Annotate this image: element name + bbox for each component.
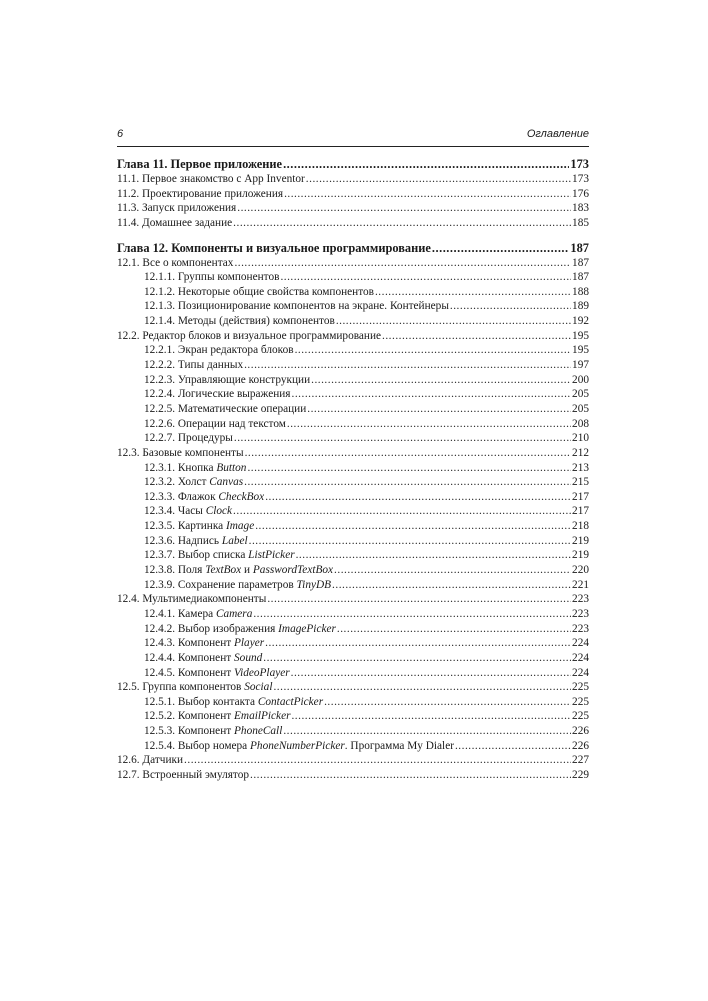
toc-entry: [117, 592, 589, 607]
toc-entry-title-part: 12.3.5. Картинка: [144, 520, 226, 533]
toc-entry-title-part: 11.1. Первое знакомство с App Inventor: [117, 173, 305, 185]
dot-leader: [311, 373, 571, 388]
toc-entry-title-italic-part: Camera: [215, 607, 253, 620]
toc-entry-title-part: 12.1. Все о компонентах: [117, 256, 234, 269]
toc-entry-page: 189: [572, 300, 589, 313]
toc-entry-title: [144, 490, 264, 505]
toc-entry: [117, 358, 589, 373]
toc-entry-title: [117, 446, 244, 461]
toc-entry-title-italic-part: ContactPicker: [257, 695, 324, 708]
toc-entry-page: 176: [572, 187, 589, 200]
toc-entry: [117, 285, 589, 300]
toc-entry-title-italic-part: PhoneNumberPicker: [250, 739, 345, 752]
toc-entry-page: 229: [572, 768, 589, 781]
toc-entry-page: 173: [572, 173, 589, 185]
dot-leader: [267, 592, 571, 607]
toc-entry-title-part: 12.4.5. Компонент: [144, 666, 235, 679]
toc-entry-title-part: 12.5.4. Выбор номера: [144, 739, 251, 752]
toc-entry: [117, 768, 589, 783]
toc-entry-title-italic-part: Label: [221, 534, 248, 547]
toc-entry-title-italic-part: CheckBox: [218, 490, 265, 503]
toc-entry-page: 213: [572, 461, 589, 474]
dot-leader: [265, 490, 571, 505]
toc-entry-page: 187: [570, 240, 589, 255]
toc-entry-title-part: 12.1.1. Группы компонентов: [144, 271, 280, 284]
toc-entry-title-part: 11.4. Домашнее задание: [117, 216, 233, 229]
toc-entry-title-italic-part: Clock: [205, 505, 233, 518]
dot-leader: [255, 519, 571, 534]
dot-leader: [336, 314, 571, 329]
toc-entry-title: [117, 329, 381, 344]
toc-entry: [117, 666, 589, 681]
toc-entry-page: 217: [572, 505, 589, 518]
toc-entry-title: [144, 709, 290, 724]
toc-entry-title: [144, 461, 246, 476]
toc-entry-title-part: 12.4.1. Камера: [144, 607, 216, 620]
dot-leader: [283, 156, 569, 172]
running-header-title: Оглавление: [526, 128, 589, 140]
toc-entry-page: 215: [572, 476, 589, 489]
toc-entry: [117, 256, 589, 271]
toc-entry-title-part: 12.3.9. Сохранение параметров: [144, 578, 297, 591]
toc-entry: [117, 753, 589, 768]
toc-entry-page: 185: [572, 216, 589, 229]
toc-entry: [117, 724, 589, 739]
toc-entry-page: 219: [572, 534, 589, 547]
toc-entry-title-part: . Программа My Dialer: [344, 739, 454, 752]
toc-entry: [117, 373, 589, 388]
page-number: 6: [117, 128, 124, 140]
toc-entry: [117, 548, 589, 563]
toc-entry: [117, 622, 589, 637]
toc-entry-title: [144, 475, 243, 490]
dot-leader: [382, 329, 571, 344]
dot-leader: [234, 431, 571, 446]
toc-entry-page: 217: [572, 490, 589, 503]
dot-leader: [237, 201, 571, 216]
dot-leader: [296, 548, 571, 563]
toc-entry-page: 187: [572, 256, 589, 269]
dot-leader: [450, 299, 571, 314]
toc-entry-title: [117, 256, 233, 271]
toc-entry-page: 221: [572, 578, 589, 591]
toc-entry-title-part: 12.3.6. Надпись: [144, 534, 222, 547]
toc-entry-title-italic-part: EmailPicker: [234, 710, 291, 723]
toc-entry-title: [117, 592, 266, 607]
toc-entry-title: [144, 651, 262, 666]
toc-entry-page: 223: [572, 607, 589, 620]
toc-entry-title: [144, 636, 264, 651]
dot-leader: [284, 187, 571, 202]
toc-entry-title-part: 12.4.3. Компонент: [144, 637, 235, 650]
toc-entry-title: [144, 358, 243, 373]
toc-entry-title-part: 12.3. Базовые компоненты: [117, 446, 244, 459]
toc-entry-page: 226: [572, 739, 589, 752]
toc-entry-title: [117, 216, 232, 231]
toc-entry-title-italic-part: Canvas: [209, 476, 244, 489]
toc-entry-title-part: 12.2. Редактор блоков и визуальное программирование: [117, 329, 382, 342]
toc-entry-page: 205: [572, 402, 589, 415]
dot-leader: [253, 607, 571, 622]
toc-entry-title-part: 12.3.7. Выбор списка: [144, 549, 249, 562]
toc-entry: [117, 329, 589, 344]
toc-entry-title-part: 12.3.4. Часы: [144, 505, 206, 518]
dot-leader: [292, 387, 572, 402]
toc-entry-title: [144, 343, 294, 358]
toc-entry-title-part: 12.2.3. Управляющие конструкции: [144, 373, 311, 386]
toc-entry-title-italic-part: Sound: [234, 651, 263, 664]
toc-entry-title-italic-part: ListPicker: [248, 549, 295, 562]
dot-leader: [244, 475, 571, 490]
toc-entry-page: 200: [572, 373, 589, 386]
toc-entry-title: [144, 285, 374, 300]
toc-entry-title-part: 12.5.2. Компонент: [144, 710, 235, 723]
toc-entry-title: [117, 680, 272, 695]
toc-entry: [117, 475, 589, 490]
toc-entry-page: 227: [572, 754, 589, 767]
toc-chapter-entry: [117, 156, 589, 172]
toc-entry-page: 224: [572, 637, 589, 650]
toc-entry-title-italic-part: PasswordTextBox: [252, 564, 334, 577]
toc-entry-title: [117, 187, 283, 202]
toc-entry-page: 219: [572, 549, 589, 562]
dot-leader: [291, 709, 571, 724]
toc-entry: [117, 695, 589, 710]
toc-entry-title: [117, 156, 282, 172]
toc-entry-title-part: 12.3.3. Флажок: [144, 490, 219, 503]
toc-entry: [117, 607, 589, 622]
toc-entry: [117, 201, 589, 216]
toc-entry-title: [144, 417, 286, 432]
dot-leader: [337, 622, 571, 637]
dot-leader: [265, 636, 571, 651]
page-header: [117, 128, 589, 146]
toc-entry-title-part: 12.2.6. Операции над текстом: [144, 417, 286, 430]
toc-entry-title-part: 12.1.4. Методы (действия) компонентов: [144, 315, 335, 328]
toc-entry: [117, 314, 589, 329]
toc-entry-title-part: 12.2.5. Математические операции: [144, 402, 307, 415]
dot-leader: [324, 695, 571, 710]
toc-entry-title-part: 12.5.3. Компонент: [144, 725, 235, 738]
toc-entry-title: [144, 666, 290, 681]
dot-leader: [291, 666, 571, 681]
table-of-contents: [117, 156, 589, 783]
toc-entry-page: 187: [572, 271, 589, 284]
toc-entry: [117, 446, 589, 461]
toc-entry: [117, 563, 589, 578]
toc-entry-title: [144, 695, 323, 710]
toc-entry-title: [144, 270, 279, 285]
toc-entry-page: 224: [572, 666, 589, 679]
toc-entry-title: [144, 739, 454, 754]
toc-entry: [117, 299, 589, 314]
toc-entry-title: [117, 240, 431, 256]
dot-leader: [249, 534, 571, 549]
dot-leader: [273, 680, 571, 695]
dot-leader: [250, 768, 571, 783]
toc-entry-title-part: 12.4.2. Выбор изображения: [144, 622, 279, 635]
toc-entry-title-part: 12.2.4. Логические выражения: [144, 388, 291, 401]
toc-entry-page: 220: [572, 564, 589, 577]
toc-entry-title-part: 12.3.1. Кнопка: [144, 461, 217, 474]
dot-leader: [244, 358, 571, 373]
dot-leader: [306, 172, 571, 187]
toc-entry: [117, 578, 589, 593]
toc-entry-page: 195: [572, 329, 589, 342]
dot-leader: [332, 578, 571, 593]
toc-entry: [117, 651, 589, 666]
toc-entry: [117, 343, 589, 358]
toc-entry-page: 208: [572, 417, 589, 430]
toc-entry-page: 212: [572, 446, 589, 459]
toc-entry-title: [144, 431, 233, 446]
toc-entry: [117, 680, 589, 695]
toc-entry-title-part: 12.5. Группа компонентов: [117, 681, 245, 694]
toc-entry-title-italic-part: Button: [216, 461, 247, 474]
toc-entry-page: 210: [572, 432, 589, 445]
dot-leader: [280, 270, 571, 285]
dot-leader: [247, 461, 571, 476]
toc-entry-title-part: и: [241, 564, 253, 577]
toc-entry-page: 225: [572, 695, 589, 708]
toc-entry-title: [117, 172, 305, 187]
dot-leader: [234, 256, 571, 271]
toc-entry-title-part: 12.3.2. Холст: [144, 476, 210, 489]
toc-entry-title: [144, 563, 333, 578]
toc-entry: [117, 172, 589, 187]
toc-entry-title-part: 11.2. Проектирование приложения: [117, 187, 284, 200]
toc-entry-title-italic-part: Player: [234, 637, 265, 650]
toc-entry-title-italic-part: TextBox: [205, 564, 242, 577]
toc-entry: [117, 431, 589, 446]
toc-entry-title-part: 12.7. Встроенный эмулятор: [117, 768, 250, 781]
toc-entry-title: [144, 622, 336, 637]
toc-entry-title: [144, 548, 295, 563]
toc-chapter-entry: [117, 240, 589, 256]
toc-entry: [117, 387, 589, 402]
toc-entry-page: 197: [572, 359, 589, 372]
toc-entry-title: [144, 519, 254, 534]
toc-entry-page: 225: [572, 681, 589, 694]
dot-leader: [455, 739, 571, 754]
toc-entry: [117, 739, 589, 754]
toc-entry: [117, 216, 589, 231]
toc-entry-title-part: 12.6. Датчики: [117, 754, 184, 767]
dot-leader: [295, 343, 571, 358]
toc-entry: [117, 504, 589, 519]
toc-entry-page: 223: [572, 622, 589, 635]
toc-entry-title: [117, 753, 183, 768]
header-rule: [117, 146, 589, 147]
toc-entry-title: [144, 373, 310, 388]
toc-entry-title-italic-part: Social: [244, 681, 273, 694]
toc-entry-title-part: 12.1.2. Некоторые общие свойства компонентов: [144, 285, 374, 298]
toc-entry-title-part: 12.1.3. Позиционирование компонентов на экране. Контейнеры: [144, 300, 449, 313]
toc-entry-title-part: 12.2.7. Процедуры: [144, 432, 233, 445]
dot-leader: [233, 216, 571, 231]
toc-entry: [117, 461, 589, 476]
dot-leader: [263, 651, 571, 666]
toc-entry-page: 205: [572, 388, 589, 401]
dot-leader: [334, 563, 571, 578]
toc-entry-title-part: Глава 12. Компоненты и визуальное программирование: [117, 240, 431, 255]
dot-leader: [432, 240, 570, 256]
toc-entry-title-part: 12.4.4. Компонент: [144, 651, 235, 664]
toc-entry-title: [144, 299, 449, 314]
toc-entry: [117, 417, 589, 432]
toc-entry-page: 183: [572, 202, 589, 215]
dot-leader: [184, 753, 571, 768]
toc-entry-title: [144, 504, 232, 519]
toc-entry: [117, 709, 589, 724]
toc-entry: [117, 270, 589, 285]
toc-entry-title-part: Глава 11. Первое приложение: [117, 157, 283, 171]
toc-entry-page: 225: [572, 710, 589, 723]
dot-leader: [375, 285, 571, 300]
toc-entry-title-italic-part: PhoneCall: [234, 725, 283, 738]
toc-entry-title: [144, 578, 331, 593]
toc-entry-title: [144, 387, 291, 402]
toc-entry-title-part: 12.2.1. Экран редактора блоков: [144, 344, 294, 357]
toc-entry: [117, 490, 589, 505]
toc-entry-title: [144, 724, 282, 739]
toc-entry-title-italic-part: TinyDB: [296, 578, 332, 591]
toc-entry: [117, 187, 589, 202]
toc-entry-page: 188: [572, 285, 589, 298]
toc-entry: [117, 636, 589, 651]
toc-entry-page: 226: [572, 725, 589, 738]
dot-leader: [233, 504, 571, 519]
toc-entry-title-part: 12.4. Мультимедиакомпоненты: [117, 593, 267, 606]
toc-entry-title-italic-part: VideoPlayer: [234, 666, 290, 679]
toc-entry-title: [144, 402, 306, 417]
toc-entry-page: 224: [572, 651, 589, 664]
toc-entry-title: [117, 768, 249, 783]
toc-entry-title: [117, 201, 236, 216]
toc-entry-title-part: 12.2.2. Типы данных: [144, 359, 244, 372]
toc-entry-page: 223: [572, 593, 589, 606]
toc-entry-title-part: 12.3.8. Поля: [144, 564, 206, 577]
toc-entry-page: 192: [572, 315, 589, 328]
toc-entry-title-italic-part: Image: [225, 520, 255, 533]
dot-leader: [287, 417, 571, 432]
dot-leader: [307, 402, 571, 417]
toc-entry-page: 218: [572, 520, 589, 533]
dot-leader: [245, 446, 571, 461]
toc-entry: [117, 534, 589, 549]
toc-entry-title: [144, 314, 335, 329]
toc-entry-title-part: 12.5.1. Выбор контакта: [144, 695, 258, 708]
toc-entry: [117, 519, 589, 534]
toc-entry: [117, 402, 589, 417]
dot-leader: [283, 724, 571, 739]
toc-entry-page: 173: [570, 157, 589, 171]
toc-entry-title: [144, 607, 252, 622]
toc-entry-page: 195: [572, 344, 589, 357]
toc-entry-title-part: 11.3. Запуск приложения: [117, 202, 237, 215]
toc-entry-title: [144, 534, 248, 549]
toc-entry-title-italic-part: ImagePicker: [278, 622, 336, 635]
